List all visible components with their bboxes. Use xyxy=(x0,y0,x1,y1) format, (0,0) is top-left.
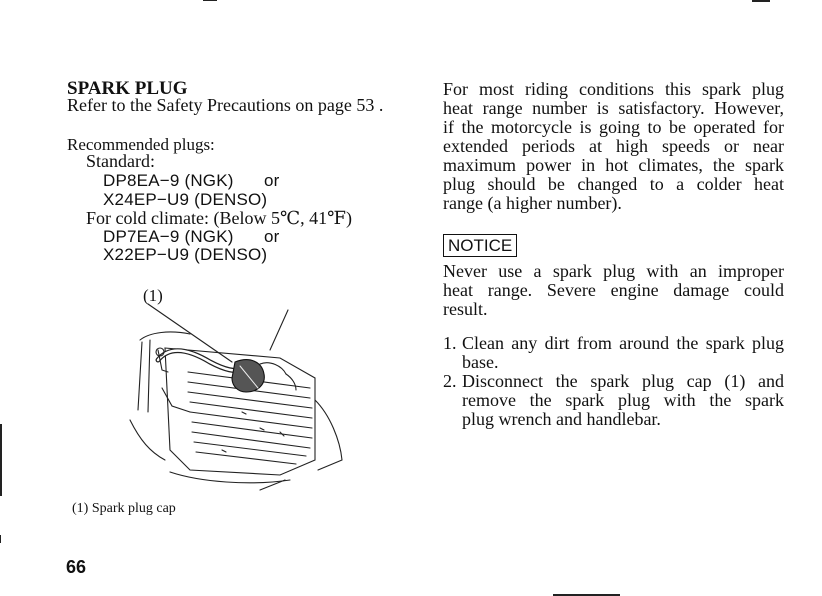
bottom-mark xyxy=(553,594,620,596)
recommended-label: Recommended plugs: xyxy=(67,135,215,154)
top-mark-left xyxy=(203,0,217,1)
step-2-number: 2. xyxy=(443,371,457,391)
step-2 xyxy=(443,372,784,429)
callout-label: (1) xyxy=(143,286,163,305)
spark-plug-illustration xyxy=(110,300,355,495)
section-heading: SPARK PLUG xyxy=(67,78,188,99)
page-number: 66 xyxy=(66,557,87,577)
intro-paragraph xyxy=(443,80,784,213)
notice-line: Never use a spark plug with an improper xyxy=(443,261,784,281)
para-line: extended periods at high speeds or near xyxy=(443,136,784,156)
step-line: base. xyxy=(462,352,499,372)
notice-box: NOTICE xyxy=(443,234,517,257)
standard-label: Standard: xyxy=(86,151,155,171)
step-line: plug wrench and handlebar. xyxy=(462,409,661,429)
para-line: range (a higher number). xyxy=(443,193,622,213)
notice-line: result. xyxy=(443,299,488,319)
cold-denso: X22EP−U9 (DENSO) xyxy=(103,245,268,264)
step-line: Clean any dirt from around the spark plug xyxy=(462,333,784,353)
top-mark-right xyxy=(752,0,770,2)
para-line: heat range number is satisfactory. However, xyxy=(443,98,784,118)
step-1 xyxy=(443,334,784,372)
para-line: For most riding conditions this spark plug xyxy=(443,79,784,99)
standard-or: or xyxy=(264,171,280,190)
para-line: maximum power in hot climates, the spark xyxy=(443,155,784,175)
refer-line: Refer to the Safety Precautions on page 53 . xyxy=(67,95,384,115)
step-1-number: 1. xyxy=(443,333,457,353)
step-line: Disconnect the spark plug cap (1) and xyxy=(462,371,784,391)
left-margin-tick xyxy=(0,535,1,543)
cold-ngk: DP7EA−9 (NGK) xyxy=(103,227,234,246)
cold-climate-label: For cold climate: (Below 5℃, 41℉) xyxy=(86,208,352,228)
para-line: plug should be changed to a colder heat xyxy=(443,174,784,194)
standard-ngk: DP8EA−9 (NGK) xyxy=(103,171,234,190)
cold-or: or xyxy=(264,227,280,246)
para-line: if the motorcycle is going to be operated for xyxy=(443,117,784,137)
figure-caption: (1) Spark plug cap xyxy=(72,501,176,516)
standard-denso: X24EP−U9 (DENSO) xyxy=(103,190,268,209)
left-margin-bar xyxy=(0,424,2,496)
step-line: remove the spark plug with the spark xyxy=(462,390,784,410)
notice-line: heat range. Severe engine damage could xyxy=(443,280,784,300)
notice-paragraph xyxy=(443,262,784,319)
